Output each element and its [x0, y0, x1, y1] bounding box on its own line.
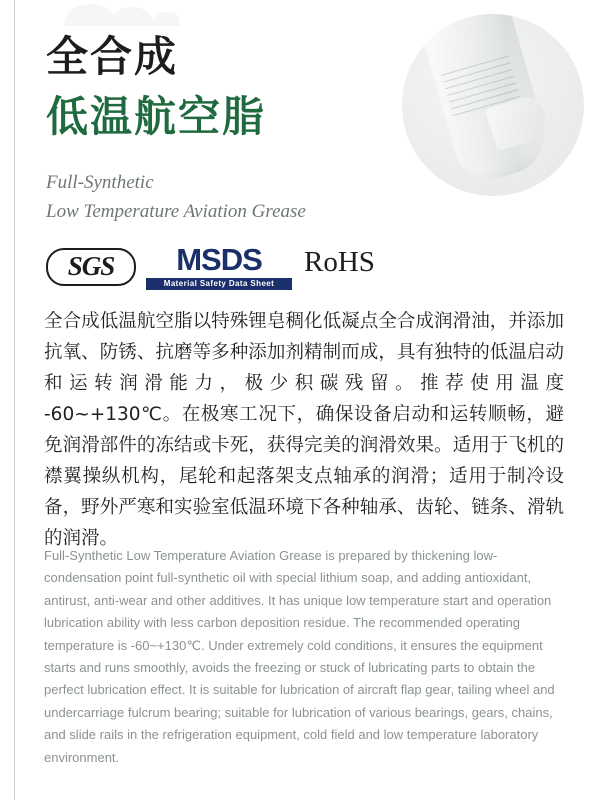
product-title-en-line2: Low Temperature Aviation Grease — [46, 201, 306, 223]
msds-logo-subtitle: Material Safety Data Sheet — [146, 278, 292, 290]
description-chinese: 全合成低温航空脂以特殊锂皂稠化低凝点全合成润滑油，并添加抗氧、防锈、抗磨等多种添加剂精制而成，具有独特的低温启动和运转润滑能力，极少积碳残留。推荐使用温度 -60~+130℃。在极寒工况下，确保设备启动和运转顺畅，避免润滑部件的冻结或卡死，获得完美的润滑效果。适用于飞机的襟翼操纵机构，尾轮和起落架支点轴承的润滑；适用于制冷设备，野外严寒和实验室低温环境下各种轴承、齿轮、链条、滑轨的润滑。 — [44, 311, 564, 549]
left-vertical-divider — [14, 0, 15, 800]
msds-logo-title: MSDS — [176, 242, 262, 277]
product-photo — [402, 14, 584, 196]
msds-logo — [146, 244, 292, 290]
product-title-cn-secondary: 低温航空脂 — [46, 92, 267, 141]
product-title-en-line1: Full-Synthetic — [46, 172, 154, 193]
rohs-logo: RoHS — [304, 246, 375, 278]
product-title-en — [46, 168, 306, 227]
product-title-cn-primary: 全合成 — [46, 32, 179, 81]
description-english: Full-Synthetic Low Temperature Aviation Grease is prepared by thickening low-condensation point full-synthetic oil with special lithium soap, and adding antioxidant, antirust, anti-wear and other additives. It has unique low temperature start and operation lubrication ability with less carbon deposition residue. The recommended operating temperature is -60~+130℃. Under extremely cold conditions, it ensures the equipment starts and runs smoothly, avoids the freezing or stuck of lubricating parts to obtain the perfect lubrication effect. It is suitable for lubrication of aircraft flap gear, tailing wheel and undercarriage fulcrum bearing; suitable for lubrication of various bearings, gears, chains, and slide rails in the refrigeration equipment, cold field and low temperature laboratory environment. — [44, 548, 555, 765]
sgs-logo: SGS — [46, 248, 136, 286]
gear-decoration-icon — [60, 0, 180, 26]
